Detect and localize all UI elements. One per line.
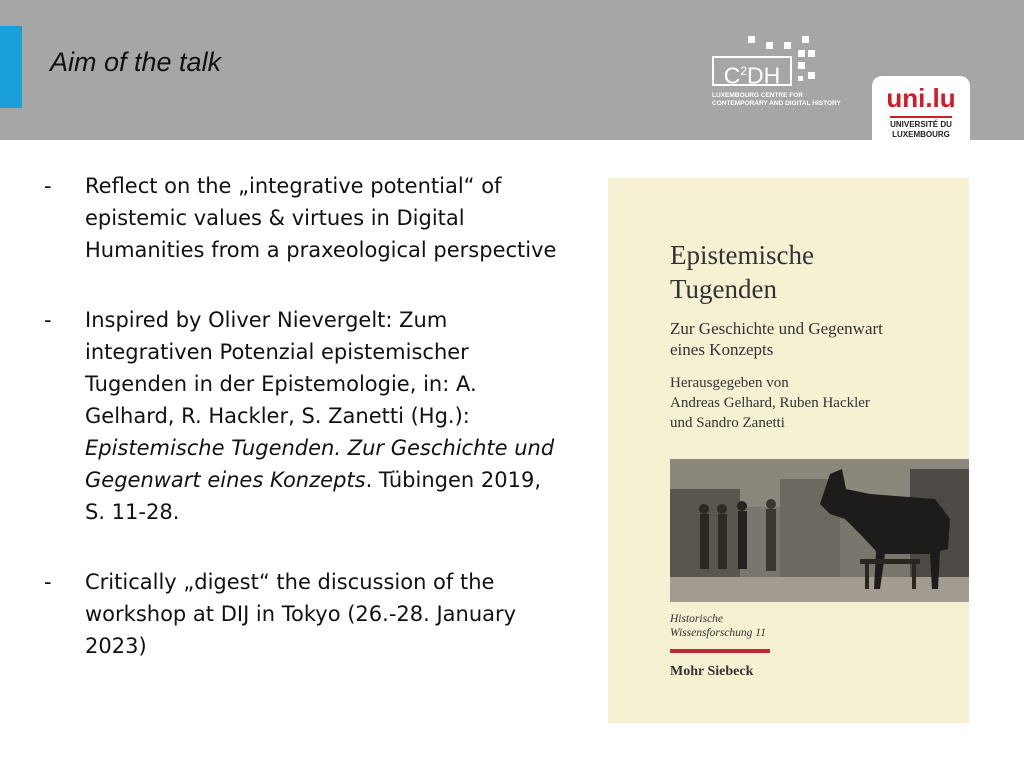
bullet-text: Inspired by Oliver Nievergelt: Zum integrativen Potenzial epistemischer Tugenden in der Epistemologie, in: A. Gelhard, R. Hackler, S. Zanetti (Hg.): (85, 308, 477, 428)
book-series: Historische Wissensforschung 11 (670, 613, 766, 639)
c2dh-logo (712, 36, 862, 111)
bullet-text-end: . Tübingen 2019, S. 11-28. (85, 468, 542, 524)
slide-header (0, 0, 1024, 140)
horse-photo-illustration (670, 459, 969, 602)
bullet-text: Critically „digest“ the discussion of the workshop at DIJ in Tokyo (26.-28. January 2023) (85, 570, 517, 658)
book-editors: Herausgegeben von Andreas Gelhard, Ruben Hackler und Sandro Zanetti (670, 375, 870, 431)
unilu-underline (890, 116, 952, 118)
title-accent-bar (0, 26, 22, 108)
bullet-item (40, 566, 560, 662)
bullet-dash: - (44, 570, 52, 594)
unilu-name: UNIVERSITÉ DU LUXEMBOURG (890, 120, 952, 139)
cover-red-rule (670, 649, 770, 653)
bullet-text: Reflect on the „integrative potential“ of epistemic values & virtues in Digital Humanities from a praxeological perspective (85, 174, 557, 262)
book-publisher: Mohr Siebeck (670, 664, 754, 679)
bullet-dash: - (44, 308, 52, 332)
slide-title: Aim of the talk (50, 47, 222, 77)
book-title: Epistemische Tugenden (670, 240, 814, 304)
bullet-list (40, 170, 560, 700)
unilu-wordmark: uni.lu (886, 83, 956, 113)
bullet-citation-title: Epistemische Tugenden. Zur Geschichte und Gegenwart eines Konzepts (85, 436, 555, 492)
book-cover (608, 178, 969, 723)
university-of-luxembourg-logo (872, 76, 970, 146)
bullet-item (40, 170, 560, 266)
bullet-item (40, 304, 560, 528)
book-subtitle: Zur Geschichte und Gegenwart eines Konzepts (670, 319, 883, 359)
c2dh-wordmark: $C^2DH$ (712, 56, 792, 86)
cover-photo (670, 459, 969, 602)
bullet-dash: - (44, 174, 52, 198)
c2dh-subtitle: LUXEMBOURG CENTRE FOR CONTEMPORARY AND DIGITAL HISTORY (712, 92, 841, 107)
